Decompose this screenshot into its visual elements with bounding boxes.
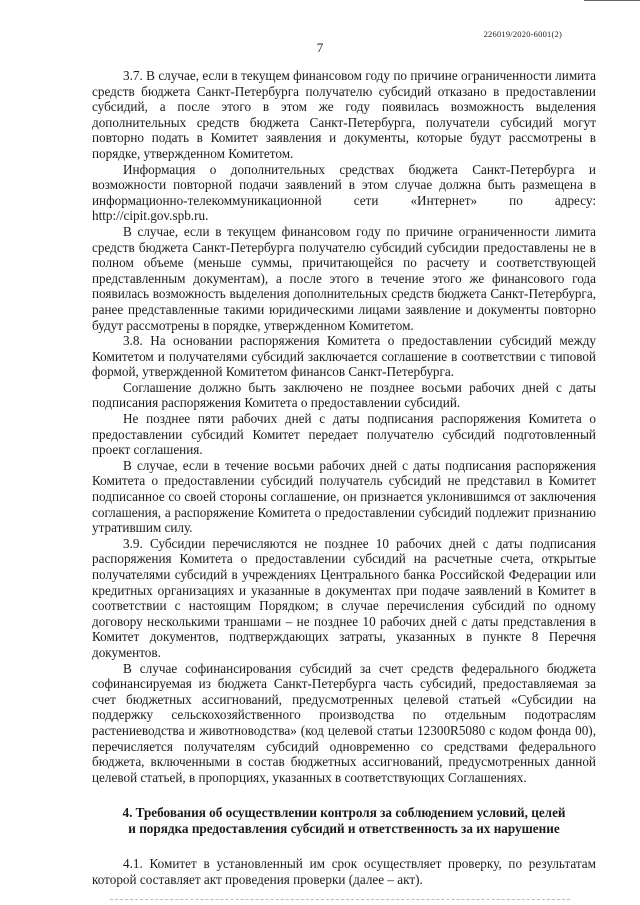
paragraph-3-8: 3.8. На основании распоряжения Комитета о предоставлении субсидий между Комитетом и получателями субсидий заключается соглашение в соответствии с типовой формой, утвержденной Комитетом финансов Санкт-Петербурга. (92, 333, 596, 380)
section-4-heading-line-2: и порядка предоставления субсидий и ответственность за их нарушение (128, 821, 560, 837)
section-4-heading-line-1: 4. Требования об осуществлении контроля за соблюдением условий, целей (122, 805, 566, 821)
document-body (92, 68, 596, 888)
paragraph-4-1: 4.1. Комитет в установленный им срок осуществляет проверку, по результатам которой составляет акт проведения проверки (далее – акт). (92, 856, 596, 887)
paragraph-additional-funds-info: Информация о дополнительных средствах бюджета Санкт-Петербурга и возможности повторной подачи заявлений в этом случае должна быть размещена в информационно-телекоммуникационной сети «Интернет» по адресу: http://cipit.gov.spb.ru. (92, 161, 596, 224)
section-4-heading (92, 805, 596, 837)
paragraph-3-7: 3.7. В случае, если в текущем финансовом году по причине ограниченности лимита средств бюджета Санкт-Петербурга получателю субсидий отказано в предоставлении субсидий, а после этого в этом же году появилась возможность выделения дополнительных средств бюджета Санкт-Петербурга, получатели субсидий могут повторно подать в Комитет заявления и документы, которые будут рассмотрены в порядке, утвержденном Комитетом. (92, 68, 596, 161)
paragraph-3-9: 3.9. Субсидии перечисляются не позднее 10 рабочих дней с даты подписания распоряжения Комитета о предоставлении субсидий на расчетные счета, открытые получателями субсидий в учреждениях Центрального банка Российской Федерации или кредитных организациях и указанные в документах при подаче заявлений в Комитет в соответствии с настоящим Порядком; в случае перечисления субсидий по одному договору несколькими траншами – не позднее 10 рабочих дней с даты представления в Комитет документов, подтверждающих затраты, указанных в пункте 8 Перечня документов. (92, 535, 596, 660)
paragraph-draft-agreement: Не позднее пяти рабочих дней с даты подписания распоряжения Комитета о предоставлении субсидий Комитет передает получателю субсидий подготовленный проект соглашения. (92, 411, 596, 458)
paragraph-partial-subsidy: В случае, если в текущем финансовом году по причине ограниченности лимита средств бюджета Санкт-Петербурга получателю субсидий субсидии предоставлены не в полном объеме (меньше суммы, причитающейся по расчету и соответствующей представленным документам), а после этого в течение этого же финансового года появилась возможность выделения дополнительных средств бюджета Санкт-Петербурга, ранее представленные такими юридическими лицами заявление и документы повторно будут рассмотрены в порядке, утвержденном Комитетом. (92, 223, 596, 333)
paragraph-cofinancing: В случае софинансирования субсидий за счет средств федерального бюджета софинансируемая из бюджета Санкт-Петербурга часть субсидий, предоставляемая за счет бюджетных ассигнований, предусмотренных целевой статьей «Субсидии на поддержку сельскохозяйственного производства по отдельным подотраслям растениеводства и животноводства» (код целевой статьи 12300R5080 с кодом фонда 00), перечисляется получателям субсидий одновременно со средствами федерального бюджета, включенными в состав бюджетных ассигнований, предусмотренных данной целевой статьей, в пропорциях, указанных в соответствующих Соглашениях. (92, 660, 596, 785)
scan-edge-mark (584, 0, 640, 5)
page-number: 7 (316, 40, 324, 55)
bleed-through-line (110, 899, 570, 903)
document-registration-number: 226019/2020-6001(2) (483, 29, 562, 39)
paragraph-agreement-deadline: Соглашение должно быть заключено не позднее восьми рабочих дней с даты подписания распоряжения Комитета о предоставлении субсидий. (92, 379, 596, 411)
paragraph-evasion: В случае, если в течение восьми рабочих дней с даты подписания распоряжения Комитета о предоставлении субсидий получатель субсидий не представил в Комитет подписанное со своей стороны соглашение, он признается уклонившимся от заключения соглашения, а распоряжение Комитета о предоставлении субсидий подлежит признанию утратившим силу. (92, 457, 596, 536)
